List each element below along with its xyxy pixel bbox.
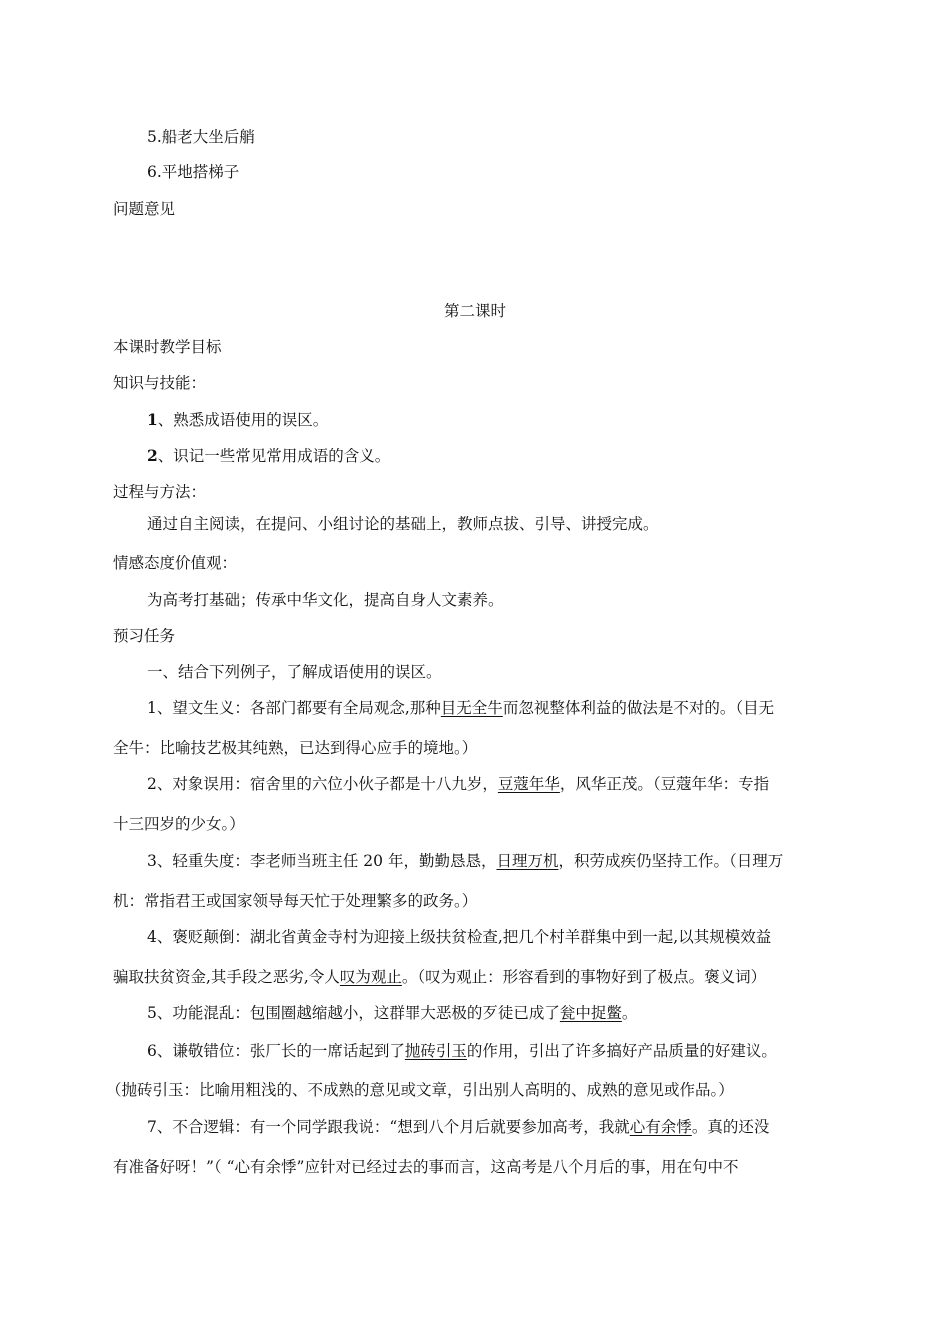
example-text: 1、望文生义：各部门都要有全局观念,那种 [147,699,441,717]
example-text: 骗取扶贫资金,其手段之恶劣,令人 [113,968,340,986]
knowledge-heading: 知识与技能： [113,374,207,392]
emotion-heading: 情感态度价值观： [113,554,238,572]
knowledge-item [147,445,390,467]
example-text: 而忽视整体利益的做法是不对的。（目无 [502,699,775,717]
example-line [147,1040,777,1062]
lesson-title: 第二课时 [443,302,506,320]
knowledge-item-number: 2 [147,446,158,465]
example-text: 。 [621,1004,638,1022]
example-continuation: 机：常指君王或国家领导每天忙于处理繁多的政务。） [113,892,478,910]
goals-heading: 本课时教学目标 [113,338,222,356]
example-text: 6、谦敬错位：张厂长的一席话起到了 [147,1042,405,1060]
example-idiom: 豆蔻年华 [497,775,560,793]
example-text: 2、对象误用：宿舍里的六位小伙子都是十八九岁， [147,775,498,793]
knowledge-item-text: 、熟悉成语使用的误区。 [157,411,329,429]
example-idiom: 日理万机 [496,852,559,870]
problem-heading: 问题意见 [113,200,176,218]
example-continuation: 有准备好呀！”（ “心有余悸”应针对已经过去的事而言，这高考是八个月后的事，用在句中不 [113,1158,739,1176]
example-idiom: 瓮中捉鳖 [559,1004,622,1022]
example-text: 的作用，引出了许多搞好产品质量的好建议。 [466,1042,777,1060]
knowledge-item-number: 1 [147,410,158,429]
knowledge-item-text: 、识记一些常见常用成语的含义。 [157,447,391,465]
example-continuation [113,966,766,988]
example-idiom: 叹为观止 [339,968,402,986]
example-text: 7、不合逻辑：有一个同学跟我说：“想到八个月后就要参加高考，我就 [147,1118,630,1136]
process-text: 通过自主阅读，在提问、小组讨论的基础上，教师点拔、引导、讲授完成。 [147,515,659,533]
example-line [147,697,774,719]
knowledge-item [147,409,328,431]
example-text: 5、功能混乱：包围圈越缩越小，这群罪大恶极的歹徒已成了 [147,1004,560,1022]
example-idiom: 心有余悸 [629,1118,692,1136]
example-line [147,850,783,872]
preview-heading: 预习任务 [113,627,176,645]
example-line [147,1002,637,1024]
example-line [147,773,769,795]
process-heading: 过程与方法： [113,483,207,501]
preview-intro: 一、结合下列例子，了解成语使用的误区。 [147,663,442,681]
example-text: ，风华正茂。（豆蔻年华：专指 [559,775,770,793]
top-item-5: 5.船老大坐后艄 [147,128,255,146]
top-item-6: 6.平地搭梯子 [147,163,240,181]
example-line [147,1116,769,1138]
example-text: 。（叹为观止：形容看到的事物好到了极点。褒义词） [401,968,767,986]
example-idiom: 目无全牛 [440,699,503,717]
example-line: 4、褒贬颠倒：湖北省黄金寺村为迎接上级扶贫检查,把几个村羊群集中到一起,以其规模效益 [147,928,772,946]
example-text: 3、轻重失度：李老师当班主任 20 年，勤勤恳恳， [147,852,497,870]
example-text: ，积劳成疾仍坚持工作。（日理万 [558,852,784,870]
example-idiom: 抛砖引玉 [404,1042,467,1060]
example-continuation: （抛砖引玉：比喻用粗浅的、不成熟的意见或文章，引出别人高明的、成熟的意见或作品。） [106,1081,734,1099]
emotion-text: 为高考打基础；传承中华文化，提高自身人文素养。 [147,591,504,609]
example-continuation: 全牛：比喻技艺极其纯熟，已达到得心应手的境地。） [113,739,478,757]
example-continuation: 十三四岁的少女。） [113,815,245,833]
example-text: 。真的还没 [691,1118,770,1136]
